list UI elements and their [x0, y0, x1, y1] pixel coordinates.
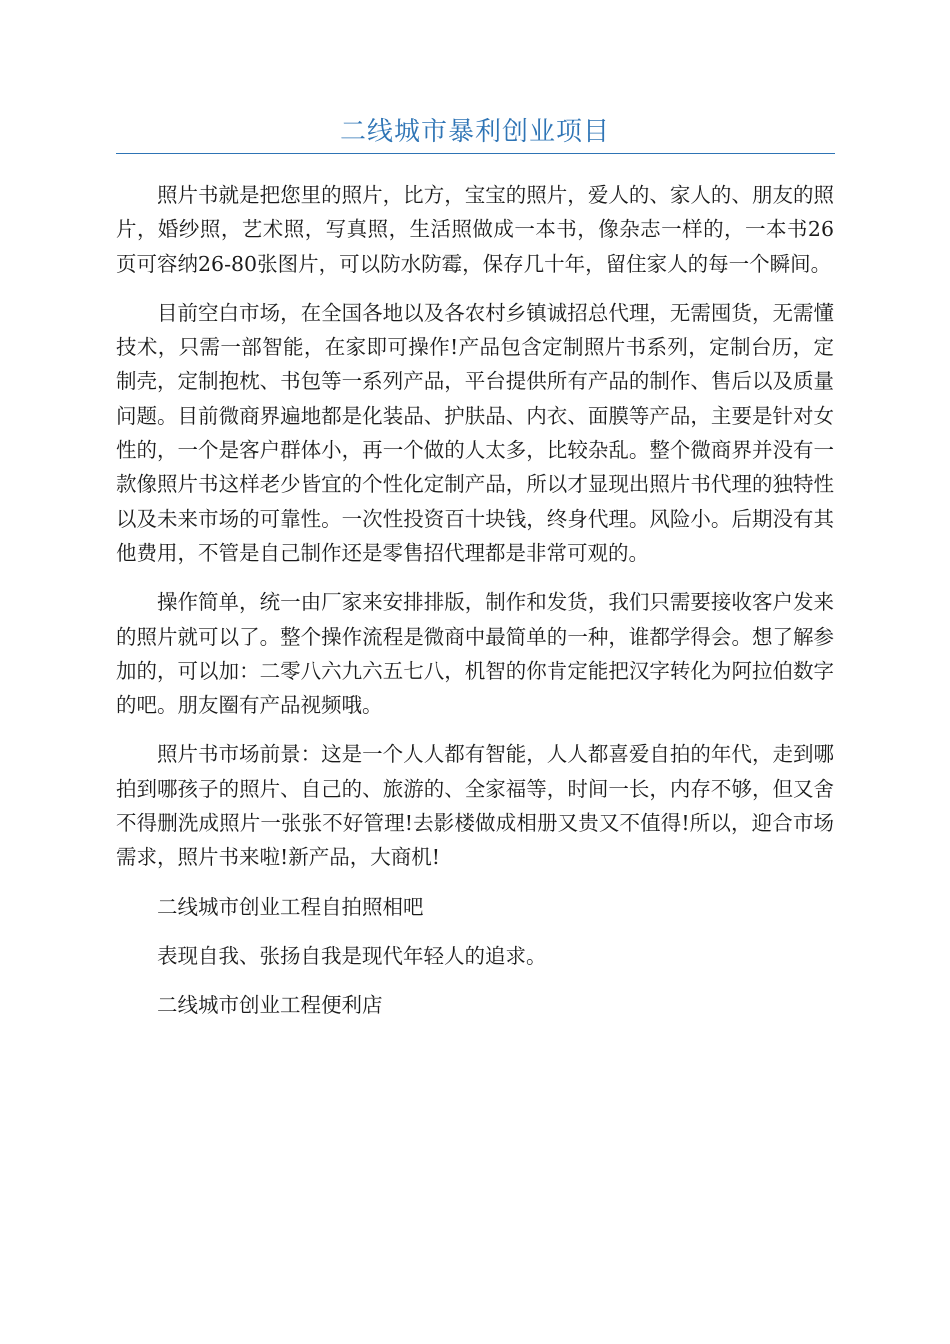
- document-title: 二线城市暴利创业项目: [339, 117, 610, 147]
- paragraph-self-expression: 表现自我、张扬自我是现代年轻人的追求。: [157, 943, 547, 968]
- title-underline: [116, 153, 835, 154]
- paragraph-convenience-store-heading: 二线城市创业工程便利店: [157, 993, 383, 1018]
- paragraph-simple-operation: 操作简单，统一由厂家来安排排版，制作和发货，我们只需要接收客户发来的照片就可以了。整个操作流程是微商中最简单的一种，谁都学得会。想了解参加的，可以加：二零八六九六五七八，机智的你肯定能把汉字转化为阿拉伯数字的吧。朋友圈有产品视频哦。: [116, 590, 834, 718]
- paragraph-photo-book-intro: 照片书就是把您里的照片，比方，宝宝的照片，爱人的、家人的、朋友的照片，婚纱照，艺术照，写真照，生活照做成一本书，像杂志一样的，一本书26页可容纳26-80张图片，可以防水防霉，保存几十年，留住家人的每一个瞬间。: [116, 183, 834, 276]
- paragraph-market-agency: 目前空白市场，在全国各地以及各农村乡镇诚招总代理，无需囤货，无需懂技术，只需一部智能，在家即可操作!产品包含定制照片书系列，定制台历，定制壳，定制抱枕、书包等一系列产品，平台提供所有产品的制作、售后以及质量问题。目前微商界遍地都是化装品、护肤品、内衣、面膜等产品，主要是针对女性的，一个是客户群体小，再一个做的人太多，比较杂乱。整个微商界并没有一款像照片书这样老少皆宜的个性化定制产品，所以才显现出照片书代理的独特性以及未来市场的可靠性。一次性投资百十块钱，终身代理。风险小。后期没有其他费用，不管是自己制作还是零售招代理都是非常可观的。: [116, 300, 834, 565]
- paragraph-selfie-bar-heading: 二线城市创业工程自拍照相吧: [157, 894, 424, 919]
- document-body: [116, 178, 834, 1038]
- paragraph-market-outlook: 照片书市场前景：这是一个人人都有智能，人人都喜爱自拍的年代，走到哪拍到哪孩子的照片、自己的、旅游的、全家福等，时间一长，内存不够，但又舍不得删洗成照片一张张不好管理!去影楼做成相册又贵又不值得!所以，迎合市场需求，照片书来啦!新产品，大商机!: [116, 742, 834, 870]
